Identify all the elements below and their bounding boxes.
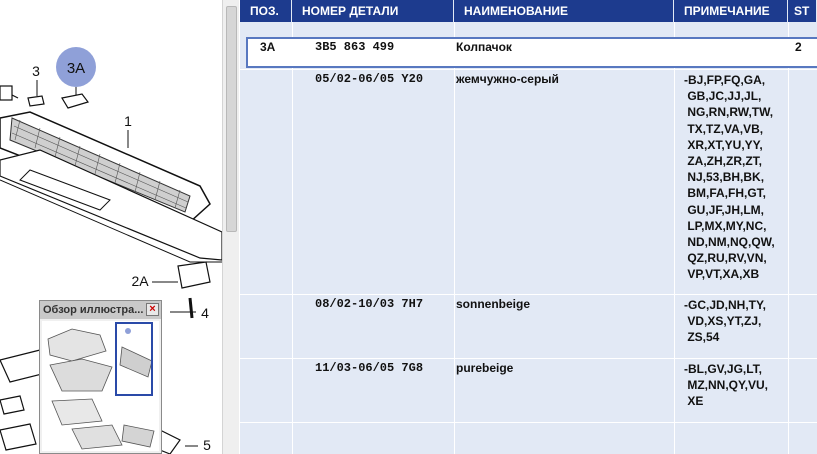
callout-3: 3 [32,63,40,79]
variant-name: жемчужно-серый [456,72,559,86]
variant-name: purebeige [456,361,514,375]
variant-code: 08/02-10/03 7H7 [315,297,424,311]
row-name: Колпачок [456,40,512,54]
overview-thumbnail[interactable] [42,321,159,451]
overview-close-button[interactable]: × [146,303,159,316]
variant-note: -GC,JD,NH,TY, VD,XS,YT,ZJ, ZS,54 [684,298,767,345]
column-header-note[interactable]: ПРИМЕЧАНИЕ [674,0,788,22]
illustration-scroll-thumb[interactable] [226,6,237,232]
row-st: 2 [795,40,802,54]
variant-note: -BL,GV,JG,LT, MZ,NN,QY,VU, XE [684,362,769,409]
column-header-name[interactable]: НАИМЕНОВАНИЕ [454,0,674,22]
variant-code: 11/03-06/05 7G8 [315,361,424,375]
callout-3a: 3A [66,60,86,77]
callout-4: 4 [201,305,209,321]
variant-name: sonnenbeige [456,297,531,311]
row-part-number: 3B5 863 499 [315,40,395,54]
variant-code: 05/02-06/05 Y20 [315,72,424,86]
column-header-st[interactable]: ST [788,0,817,22]
overview-title: Обзор иллюстра... [40,301,161,319]
column-header-part-number[interactable]: НОМЕР ДЕТАЛИ [292,0,454,22]
parts-illustration[interactable] [0,0,222,454]
overview-window[interactable] [39,300,162,454]
callout-1: 1 [124,113,132,129]
column-header-pos[interactable]: ПОЗ. [240,0,292,22]
callout-5: 5 [203,437,211,453]
variant-note: -BJ,FP,FQ,GA, GB,JC,JJ,JL, NG,RN,RW,TW, TX,TZ,VA,VB, XR,XT,YU,YY, ZA,ZH,ZR,ZT, NJ,53,BH,BK, BM,FA,FH,GT, GU,JF,JH,LM, LP,MX,MY,NC, ND,NM,NQ,QW, QZ,RU,RV,VN, VP,VT,XA,XB [684,73,775,282]
row-pos: 3A [260,40,276,54]
callout-2a: 2A [131,273,149,289]
parts-table [240,0,817,454]
